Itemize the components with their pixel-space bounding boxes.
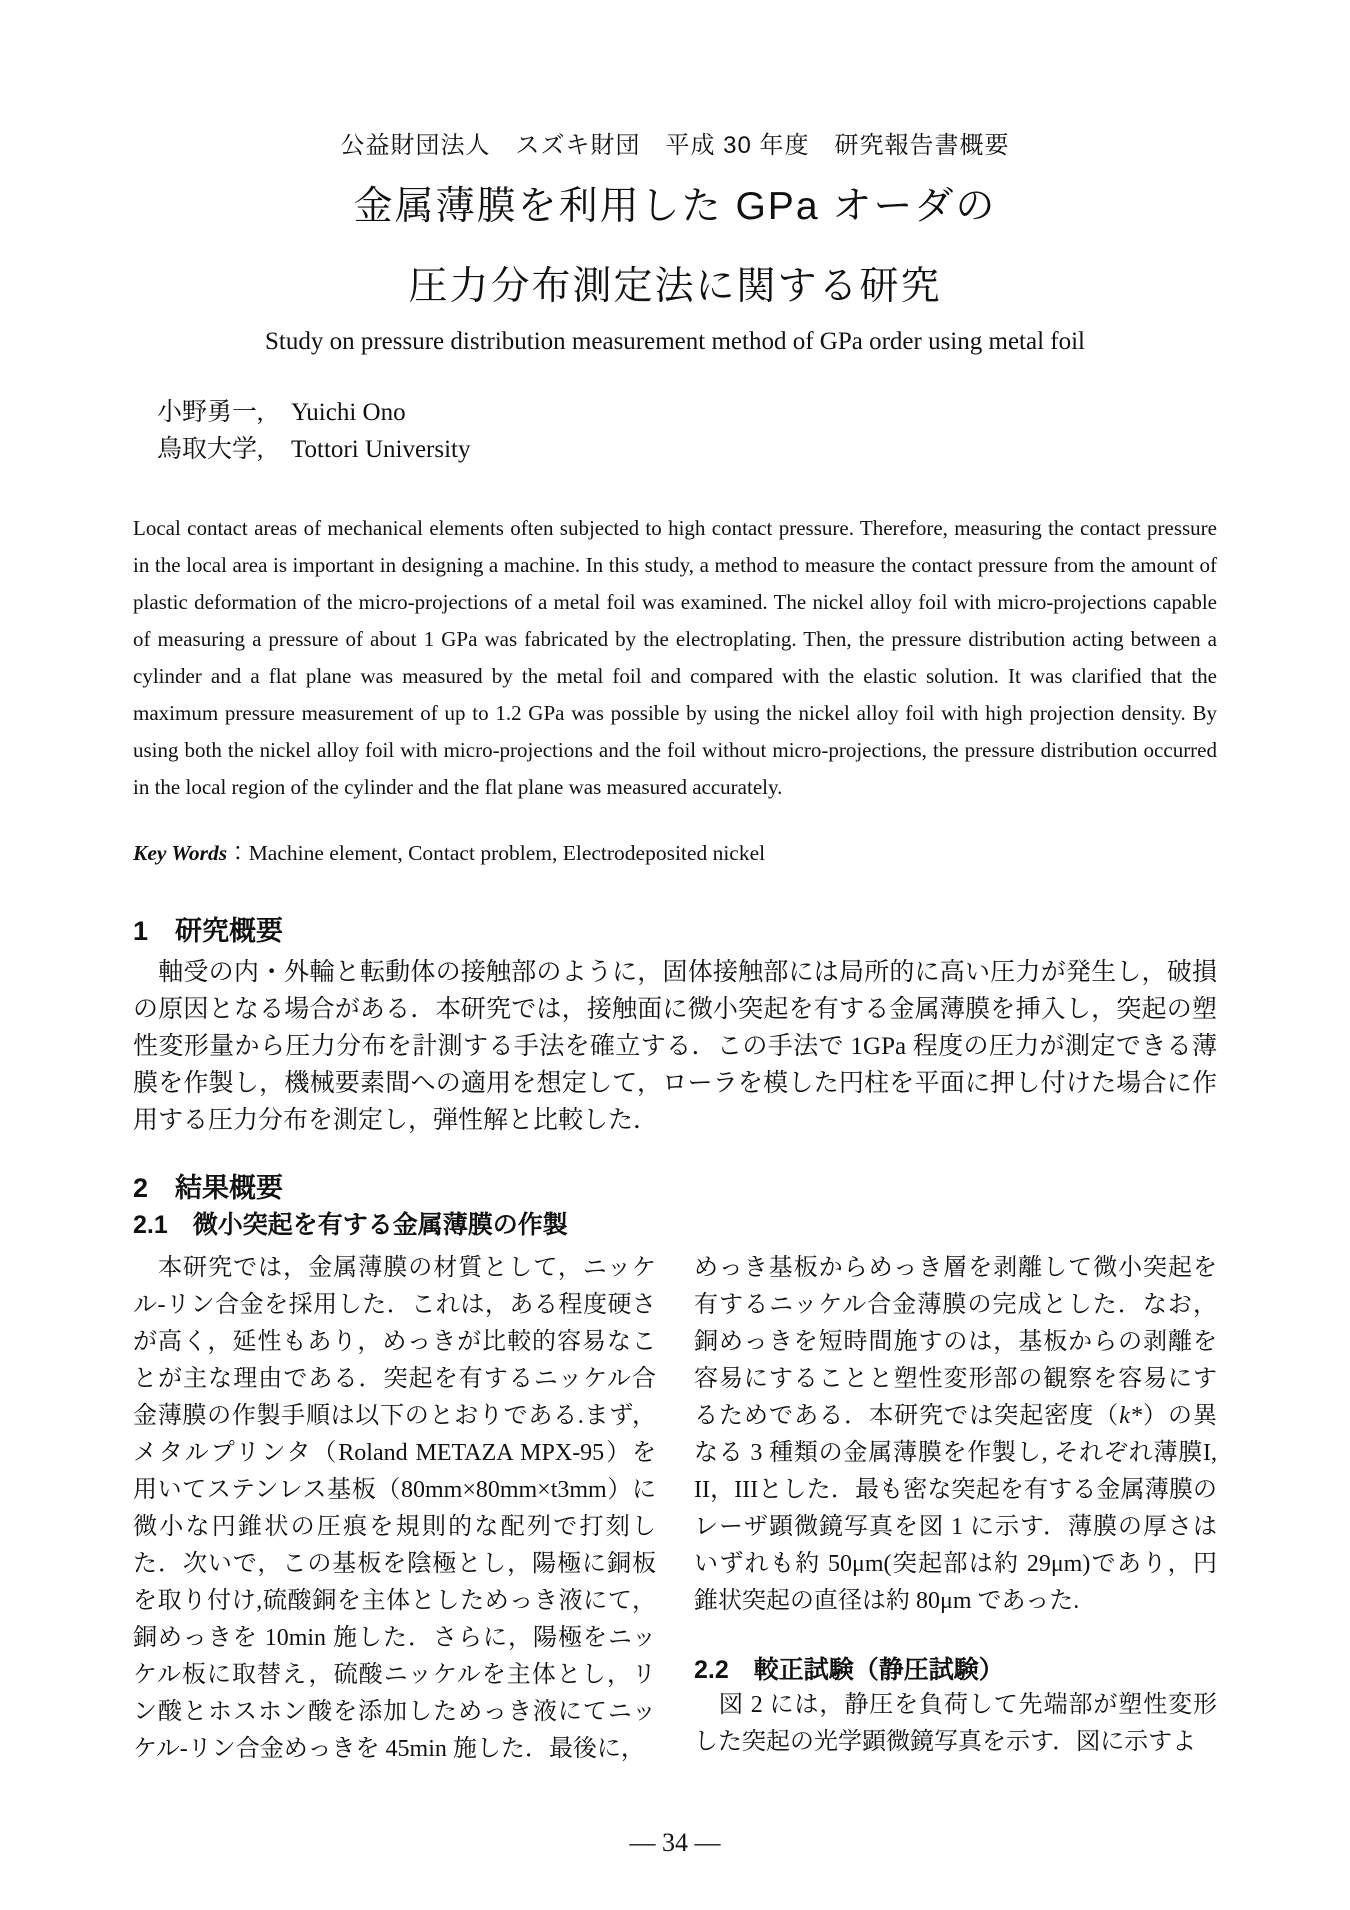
two-column-body	[133, 1250, 1217, 1768]
author-block	[157, 394, 1217, 468]
right-column-text-part-a: めっき基板からめっき層を剥離して微小突起を有するニッケル合金薄膜の完成とした．なお，銅めっきを短時間施すのは，基板からの剥離を容易にすることと塑性変形部の観察を容易にするためである．本研究では突起密度（	[694, 1255, 1217, 1429]
affiliation-english: Tottori University	[291, 436, 471, 463]
right-column-text-part-b: ）の異なる 3 種類の金属薄膜を作製し, それぞれ薄膜I, II，IIIとした．最も密な突起を有する金属薄膜のレーザ顕微鏡写真を図 1 に示す．薄膜の厚さはいずれも約 50μm(突起部は約 29μm)であり，円錐状突起の直径は約 80μm であった.	[694, 1403, 1218, 1614]
section-2-2-heading: 2.2 較正試験（静圧試験）	[694, 1656, 1004, 1684]
section-2-1-left-column-text: 本研究では，金属薄膜の材質として，ニッケル-リン合金を採用した．これは，ある程度硬さが高く，延性もあり，めっきが比較的容易なことが主な理由である．突起を有するニッケル合金薄膜の作製手順は以下のとおりである.まず，メタルプリンタ（Roland METAZA MPX-95）を用いてステンレス基板（80mm×80mm×t3mm）に微小な円錐状の圧痕を規則的な配列で打刻した．次いで，この基板を陰極とし，陽極に銅板を取り付け,硫酸銅を主体としためっき液にて，銅めっきを 10min 施した．さらに，陽極をニッケル板に取替え，硫酸ニッケルを主体とし，リン酸とホスホン酸を添加しためっき液にてニッケル-リン合金めっきを 45min 施した．最後に，	[133, 1255, 656, 1762]
abstract-paragraph: Local contact areas of mechanical elements often subjected to high contact pressure. Therefore, measuring the contact pressure in the local area is important in designing a machine. In this study, a method to measure the contact pressure from the amount of plastic deformation of the micro-projections of a metal foil was examined. The nickel alloy foil with micro-projections capable of measuring a pressure of about 1 GPa was fabricated by the electroplating. Then, the pressure distribution acting between a cylinder and a flat plane was measured by the metal foil and compared with the elastic solution. It was clarified that the maximum pressure measurement of up to 1.2 GPa was possible by using the nickel alloy foil with high projection density. By using both the nickel alloy foil with micro-projections and the foil without micro-projections, the pressure distribution occurred in the local region of the cylinder and the flat plane was measured accurately.	[133, 516, 1217, 799]
affiliation-row	[157, 431, 1217, 468]
keywords-label: Key Words	[133, 841, 228, 865]
page-number: — 34 —	[629, 1828, 721, 1857]
document-header: 公益財団法人 スズキ財団 平成 30 年度 研究報告書概要	[340, 132, 1010, 159]
left-column	[133, 1250, 656, 1768]
section-1-heading: 1 研究概要	[133, 916, 284, 946]
section-1-body: 軸受の内・外輪と転動体の接触部のように，固体接触部には局所的に高い圧力が発生し，破損の原因となる場合がある．本研究では，接触面に微小突起を有する金属薄膜を挿入し，突起の塑性変形量から圧力分布を計測する手法を確立する．この手法で 1GPa 程度の圧力が測定できる薄膜を作製し，機械要素間への適用を想定して，ローラを模した円柱を平面に押し付けた場合に作用する圧力分布を測定し，弾性解と比較した．	[133, 959, 1217, 1134]
projection-density-symbol: k*	[1119, 1403, 1142, 1429]
section-2-2-body: 図 2 には，静圧を負荷して先端部が塑性変形した突起の光学顕微鏡写真を示す．図に示すよ	[694, 1692, 1217, 1755]
paper-title-line-1: 金属薄膜を利用した GPa オーダの	[353, 185, 997, 228]
paper-title-line-2: 圧力分布測定法に関する研究	[408, 265, 942, 308]
section-2-1-right-column-text	[694, 1250, 1217, 1620]
affiliation-japanese: 鳥取大学,	[157, 436, 264, 463]
section-2-1-heading: 2.1 微小突起を有する金属薄膜の作製	[133, 1211, 568, 1239]
keywords-separator: ：	[227, 841, 249, 865]
right-column	[694, 1250, 1217, 1768]
paper-title-english: Study on pressure distribution measurement method of GPa order using metal foil	[265, 328, 1085, 355]
author-row	[157, 394, 1217, 431]
author-name-english: Yuichi Ono	[291, 399, 406, 426]
keywords-text: Machine element, Contact problem, Electrodeposited nickel	[248, 841, 766, 865]
section-2-heading: 2 結果概要	[133, 1173, 284, 1203]
keywords-line	[133, 835, 1217, 872]
author-name-japanese: 小野勇一,	[157, 399, 264, 426]
